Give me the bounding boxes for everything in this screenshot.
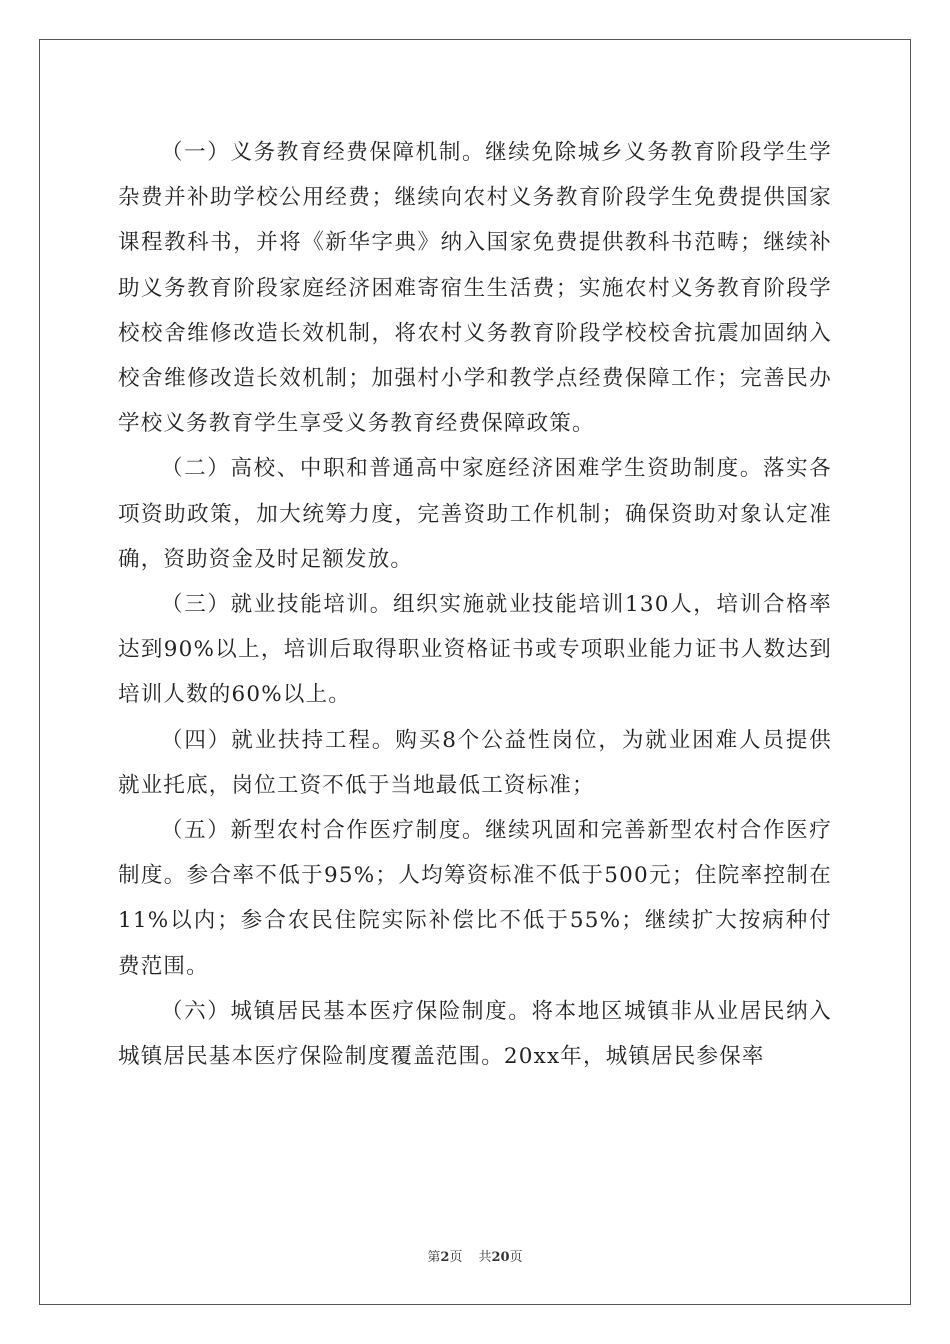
page-suffix: 页 [449, 1250, 463, 1265]
paragraph-urban-medical: （六）城镇居民基本医疗保险制度。将本地区城镇非从业居民纳入城镇居民基本医疗保险制度覆盖范围。20xx年，城镇居民参保率 [118, 998, 832, 1070]
total-pages-number: 20 [491, 1250, 510, 1265]
current-page-number: 2 [440, 1250, 450, 1265]
total-suffix: 页 [509, 1250, 523, 1265]
paragraph-compulsory-education: （一）义务教育经费保障机制。继续免除城乡义务教育阶段学生学杂费并补助学校公用经费；继续向农村义务教育阶段学生免费提供国家课程教科书，并将《新华字典》纳入国家免费提供教科书范畴；继续补助义务教育阶段家庭经济困难寄宿生生活费；实施农村义务教育阶段学校校舍维修改造长效机制，将农村义务教育阶段学校校舍抗震加固纳入校舍维修改造长效机制；加强村小学和教学点经费保障工作；完善民办学校义务教育学生享受义务教育经费保障政策。 [118, 140, 832, 437]
total-prefix: 共 [478, 1250, 492, 1265]
paragraph-student-aid: （二）高校、中职和普通高中家庭经济困难学生资助制度。落实各项资助政策，加大统筹力度，完善资助工作机制；确保资助对象认定准确，资助资金及时足额发放。 [118, 456, 832, 572]
page-footer [0, 1246, 950, 1265]
paragraph-skills-training: （三）就业技能培训。组织实施就业技能培训130人，培训合格率达到90%以上，培训后取得职业资格证书或专项职业能力证书人数达到培训人数的60%以上。 [118, 592, 832, 708]
paragraph-employment-support: （四）就业扶持工程。购买8个公益性岗位，为就业困难人员提供就业托底，岗位工资不低于当地最低工资标准； [118, 727, 832, 798]
paragraph-rural-medical: （五）新型农村合作医疗制度。继续巩固和完善新型农村合作医疗制度。参合率不低于95%；人均筹资标准不低于500元；住院率控制在11%以内；参合农民住院实际补偿比不低于55%；继续扩大按病种付费范围。 [118, 818, 832, 979]
document-body [118, 130, 832, 1079]
page-prefix: 第 [427, 1250, 441, 1265]
